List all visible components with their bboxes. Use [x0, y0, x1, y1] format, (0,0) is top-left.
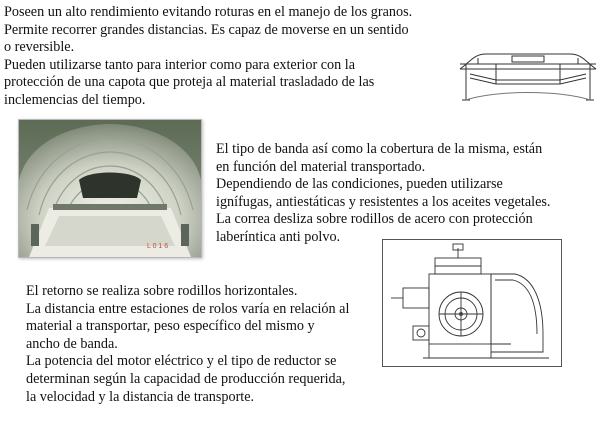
photo-watermark: L 0 1 6: [147, 243, 169, 250]
text-line: Poseen un alto rendimiento evitando roturas en el manejo de los granos.: [4, 4, 413, 20]
text-line: ancho de banda.: [26, 335, 118, 352]
text-line: Permite recorrer grandes distancias. Es capaz de moverse en un sentido: [4, 21, 409, 38]
text-line: o reversible.: [4, 39, 75, 56]
conveyor-cross-section-drawing: [456, 34, 604, 104]
text-line: la velocidad y la distancia de transporte.: [26, 388, 255, 405]
paragraph-performance: [4, 4, 412, 110]
text-line: La distancia entre estaciones de rolos varía en relación al: [26, 300, 350, 317]
text-line: material a transportar, peso específico del mismo y: [26, 318, 315, 335]
text-line: El retorno se realiza sobre rodillos horizontales.: [26, 283, 298, 299]
text-line: en función del material transportado.: [216, 158, 426, 175]
text-line: El tipo de banda así como la cobertura de la misma, están: [216, 141, 543, 157]
text-line: La potencia del motor eléctrico y el tipo de reductor se: [26, 353, 337, 370]
text-line: inclemencias del tiempo.: [4, 91, 146, 108]
paragraph-belt-type: [216, 141, 550, 247]
covered-conveyor-photo: [18, 119, 202, 258]
text-line: Pueden utilizarse tanto para interior como para exterior con la: [4, 56, 355, 73]
paragraph-return-and-motor: [26, 283, 349, 406]
conveyor-photo-illustration: [19, 120, 201, 257]
text-line: protección de una capota que proteja al material trasladado de las: [4, 74, 375, 91]
text-line: determinan según la capacidad de producción requerida,: [26, 370, 346, 387]
drive-head-drawing: [382, 239, 562, 367]
text-line: laberíntica anti polvo.: [216, 228, 341, 245]
text-line: Dependiendo de las condiciones, pueden utilizarse: [216, 176, 503, 193]
text-line: ignífugas, antiestáticas y resistentes a los aceites vegetales.: [216, 193, 551, 210]
text-line: La correa desliza sobre rodillos de acero con protección: [216, 211, 533, 228]
